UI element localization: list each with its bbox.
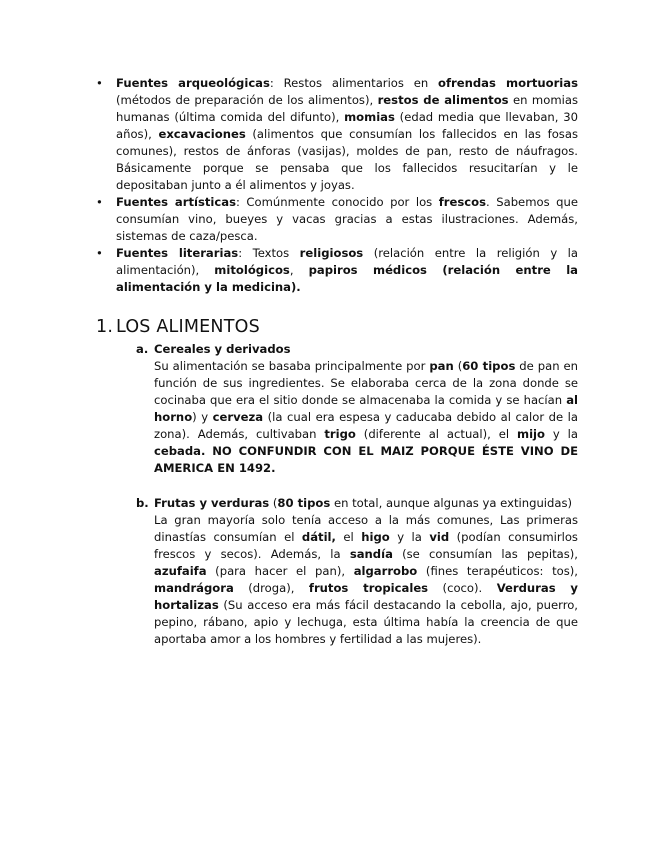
source-item-literary [97, 245, 578, 296]
text-run: (para hacer el pan), [206, 564, 354, 578]
source-item-archaeological [97, 75, 578, 194]
text-run: el [335, 530, 362, 544]
subsection-marker: a. [136, 342, 149, 356]
text-run: ( [269, 496, 278, 510]
bold-text: algarrobo [353, 564, 418, 578]
source-text [116, 76, 578, 192]
bold-text: Verduras y hortalizas [154, 581, 578, 612]
subsection-body [154, 512, 578, 648]
text-run: y la [545, 427, 578, 441]
bold-text: Fuentes literarias [116, 246, 239, 260]
text-run: (relación entre la religión y la alimentación), [116, 246, 579, 277]
bold-text: mandrágora [154, 581, 234, 595]
bold-text: 60 tipos [462, 359, 516, 373]
bold-text: al horno [154, 393, 578, 424]
bold-text: excavaciones [158, 127, 246, 141]
bold-text: religiosos [299, 246, 364, 260]
text-run: (se consumían las pepitas), [392, 547, 578, 561]
text-run: (Su acceso era más fácil destacando la cebolla, ajo, puerro, pepino, rábano, apio y lechuga, esta última había la creencia de que aportaba amor a los hombres y fertilidad a las mujeres). [154, 598, 578, 646]
bold-text: sandía [349, 547, 393, 561]
text-run: (alimentos que consumían los fallecidos en las fosas comunes), restos de ánforas (vasijas), moldes de pan, resto de náufragos. Básicamente porque se pensaba que los fallecidos resucitarían y le depositaban junto a él alimentos y joyas. [116, 127, 578, 192]
text-run: Su alimentación se basaba principalmente por [154, 359, 430, 373]
subsection-title [154, 341, 578, 358]
source-text [116, 246, 578, 294]
text-run: en total, aunque algunas ya extinguidas) [330, 496, 573, 510]
source-item-artistic [97, 194, 578, 245]
bullet-icon: • [96, 76, 103, 90]
bold-text: trigo [324, 427, 356, 441]
text-run: (la cual era espesa y caducaba debido al calor de la zona). Además, cultivaban [154, 410, 579, 441]
bold-text: cerveza [212, 410, 264, 424]
bullet-icon: • [96, 195, 103, 209]
text-run: La gran mayoría solo tenía acceso a la más comunes, Las primeras dinastías consumían el [154, 513, 578, 544]
text-run: (métodos de preparación de los alimentos), [116, 93, 378, 107]
subsection-title [154, 495, 578, 512]
text-run: , [289, 263, 309, 277]
text-run: : Comúnmente conocido por los [235, 195, 439, 209]
bold-text: Frutas y verduras [154, 496, 270, 510]
text-run: : Textos [238, 246, 300, 260]
text-run: (droga), [233, 581, 309, 595]
bold-text: dátil, [301, 530, 336, 544]
text-run: en momias humanas (última comida del difunto), [116, 93, 578, 124]
text-run: (diferente al actual), el [355, 427, 517, 441]
subsection-marker: b. [136, 496, 149, 510]
section-title: LOS ALIMENTOS [116, 317, 260, 337]
bold-text: higo [361, 530, 390, 544]
bold-text: momias [344, 110, 395, 124]
text-run: : Restos alimentarios en [269, 76, 439, 90]
bold-text: frescos [438, 195, 487, 209]
bold-text: mitológicos [214, 263, 290, 277]
subsection-cereales [136, 341, 578, 477]
section-heading [96, 316, 260, 338]
bold-text: Fuentes artísticas [116, 195, 236, 209]
text-run: (edad media que llevaban, 30 años), [116, 110, 578, 141]
bold-text: 80 tipos [277, 496, 331, 510]
bold-text: frutos tropicales [308, 581, 429, 595]
bold-text: Fuentes arqueológicas [116, 76, 270, 90]
bold-text: mijo [517, 427, 545, 441]
text-run: ( [453, 359, 463, 373]
text-run: (fines terapéuticos: tos), [417, 564, 578, 578]
section-number: 1. [96, 317, 114, 337]
bold-text: cebada. NO CONFUNDIR CON EL MAIZ PORQUE ÉSTE VINO DE AMERICA EN 1492. [154, 444, 578, 475]
source-text [116, 195, 578, 243]
bold-text: ofrendas mortuorias [438, 76, 578, 90]
bold-text: vid [429, 530, 450, 544]
bold-text: restos de alimentos [377, 93, 509, 107]
text-run: de pan en función de sus ingredientes. Se elaboraba cerca de la zona donde se cocinaba que era el sitio donde se almacenaba la comida y se hacían [154, 359, 578, 407]
text-run: (podían consumirlos frescos y secos). Además, la [154, 530, 578, 561]
text-run: (coco). [428, 581, 497, 595]
sources-list [97, 75, 578, 296]
bold-text: papiros médicos (relación entre la alimentación y la medicina). [116, 263, 578, 294]
subsection-body [154, 358, 578, 477]
bold-text: Cereales y derivados [154, 342, 291, 356]
text-run: . Sabemos que consumían vino, bueyes y vacas gracias a estas ilustraciones. Además, sistemas de caza/pesca. [116, 195, 578, 243]
bold-text: pan [429, 359, 454, 373]
text-run: y la [389, 530, 430, 544]
bullet-icon: • [96, 246, 103, 260]
subsection-frutas [136, 495, 578, 648]
bold-text: azufaifa [154, 564, 207, 578]
text-run: ) y [192, 410, 213, 424]
